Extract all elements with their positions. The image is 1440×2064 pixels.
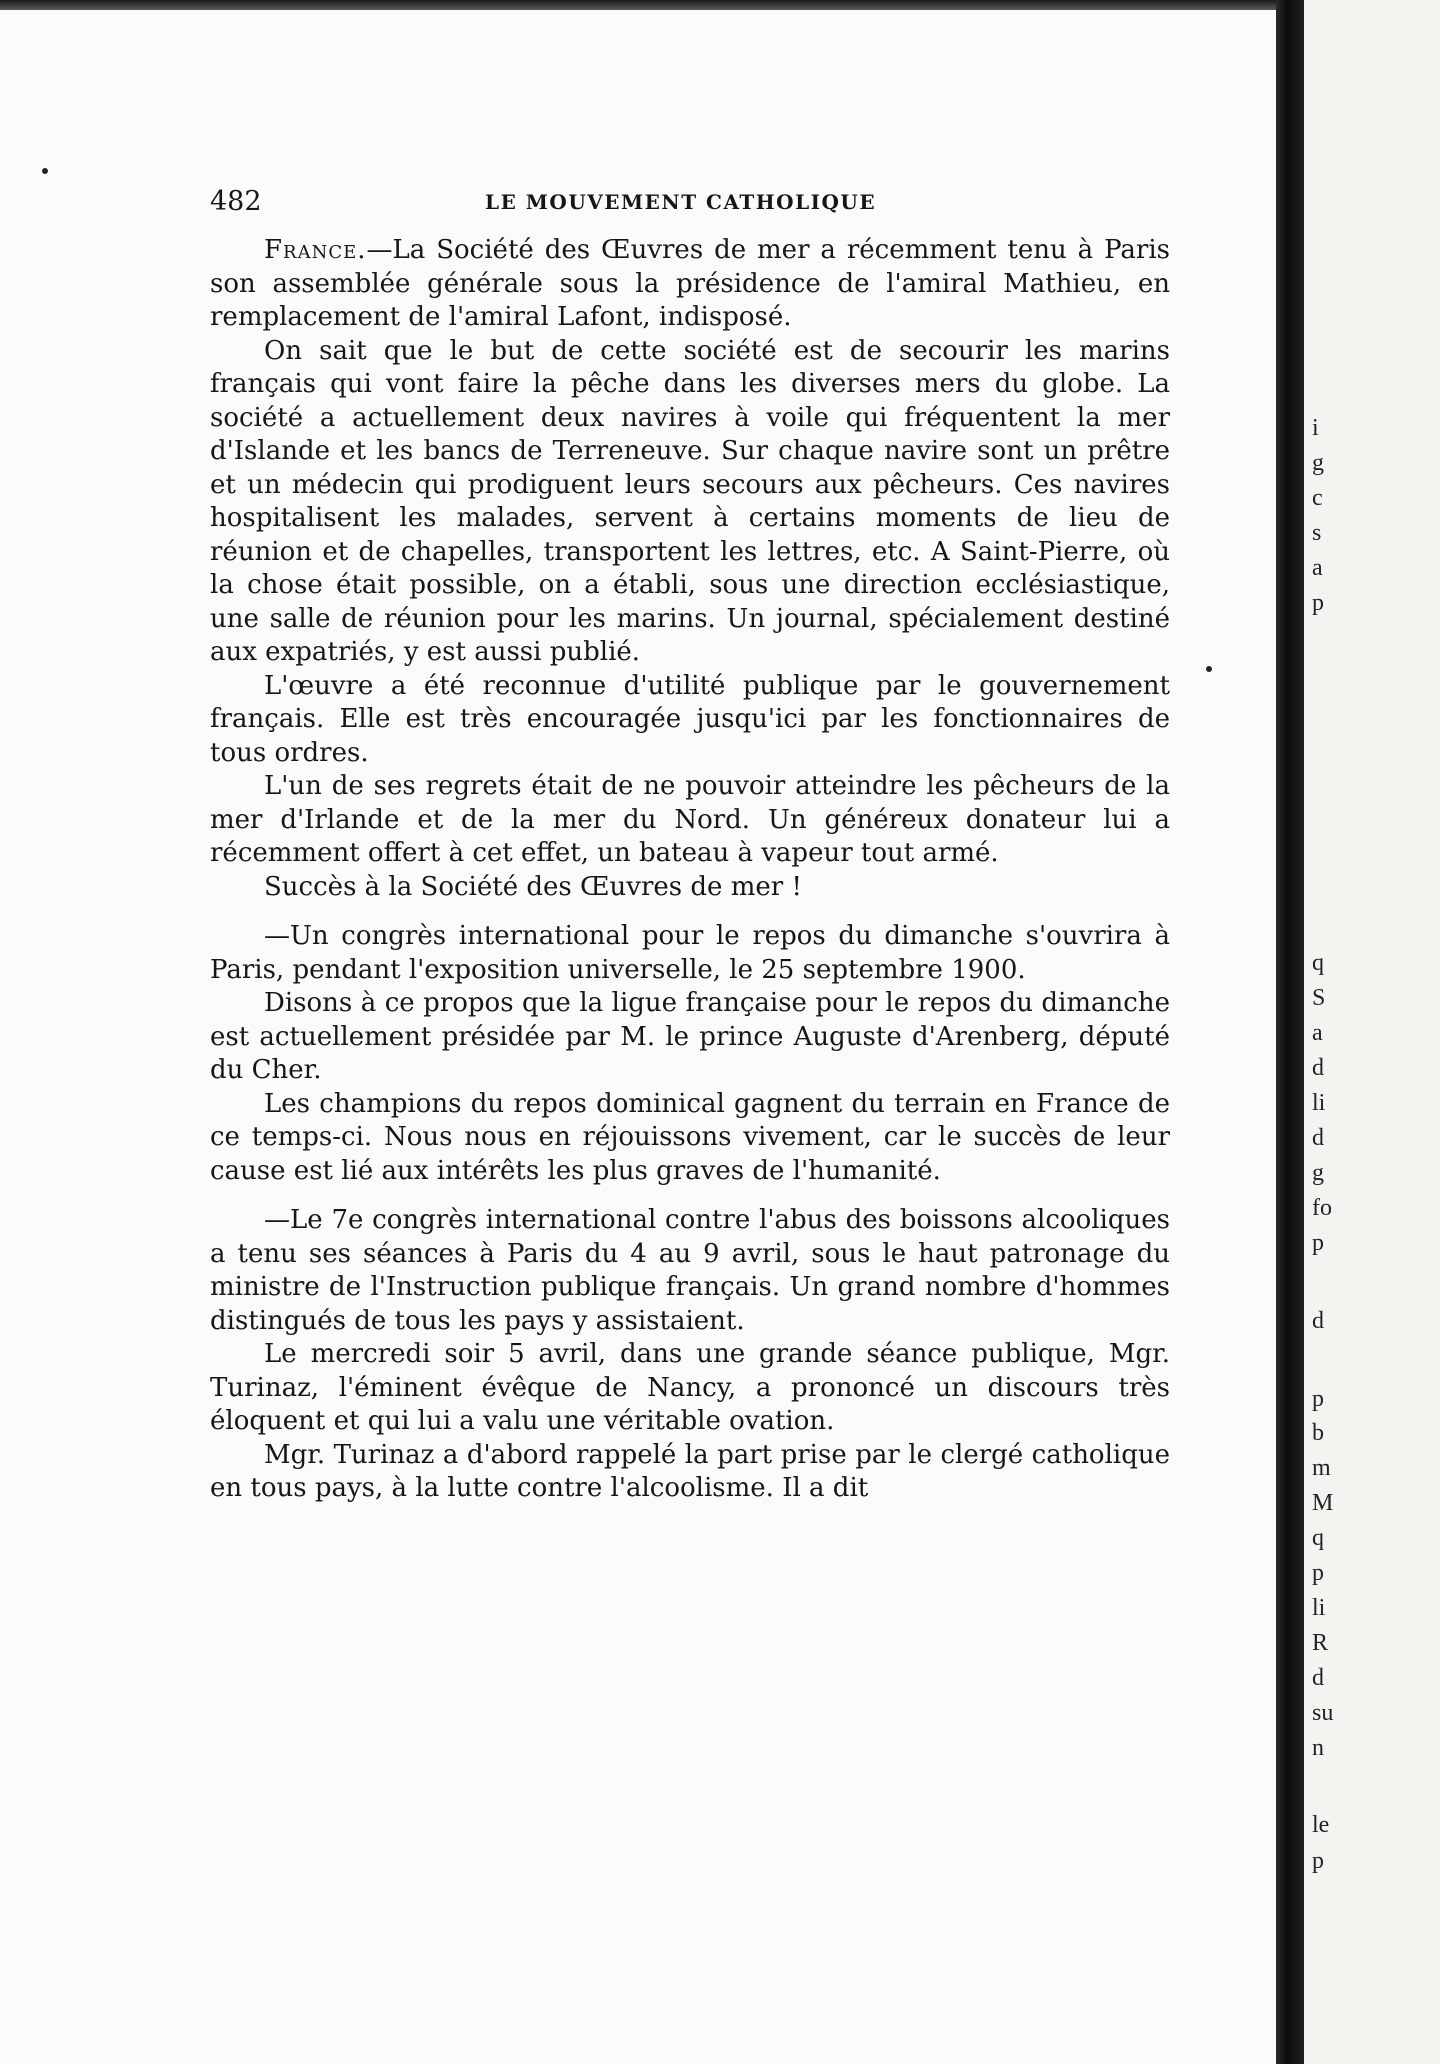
paragraph bbox=[210, 234, 1170, 335]
adjacent-page-fragment: S bbox=[1312, 985, 1326, 1011]
adjacent-page-fragment: b bbox=[1312, 1420, 1324, 1446]
paragraph-text: L'un de ses regrets était de ne pouvoir atteindre les pêcheurs de la mer d'Irlande et de la mer du Nord. Un généreux donateur lui a récemment offert à cet effet, un bateau à vapeur tout armé. bbox=[210, 771, 1170, 868]
paragraph bbox=[210, 871, 1170, 905]
paragraph bbox=[210, 920, 1170, 987]
paragraph bbox=[210, 335, 1170, 670]
running-title: LE MOUVEMENT CATHOLIQUE bbox=[485, 190, 877, 214]
paragraph-lead: France. bbox=[264, 235, 367, 265]
adjacent-page-fragment: q bbox=[1312, 950, 1324, 976]
adjacent-page-fragment: p bbox=[1312, 1560, 1324, 1586]
paragraph-text: —La Société des Œuvres de mer a récemment tenu à Paris son assemblée générale sous la présidence de l'amiral Mathieu, en remplacement de l'amiral Lafont, indisposé. bbox=[210, 235, 1170, 332]
adjacent-page-fragment: le bbox=[1312, 1812, 1330, 1838]
paragraph bbox=[210, 1088, 1170, 1189]
scan-speck bbox=[1206, 666, 1212, 672]
adjacent-page-fragment: li bbox=[1312, 1595, 1326, 1621]
adjacent-page-fragment: su bbox=[1312, 1700, 1334, 1726]
adjacent-page-fragment: p bbox=[1312, 1386, 1324, 1412]
page-number: 482 bbox=[210, 186, 262, 217]
adjacent-page-fragment: q bbox=[1312, 1525, 1324, 1551]
paragraph-text: Les champions du repos dominical gagnent du terrain en France de ce temps-ci. Nous nous en réjouissons vivement, car le succès de leur cause est lié aux intérêts les plus graves de l'humanité. bbox=[210, 1088, 1170, 1186]
adjacent-page-fragment: i bbox=[1312, 415, 1319, 441]
adjacent-page-fragment: d bbox=[1312, 1125, 1324, 1151]
paragraph-text: Mgr. Turinaz a d'abord rappelé la part prise par le clergé catholique en tous pays, à la lutte contre l'alcoolisme. Il a dit bbox=[210, 1439, 1170, 1503]
adjacent-page-fragment: p bbox=[1312, 1848, 1324, 1874]
adjacent-page-fragment: d bbox=[1312, 1055, 1324, 1081]
adjacent-page-fragment: p bbox=[1312, 590, 1324, 616]
adjacent-page-fragment: a bbox=[1312, 1020, 1323, 1046]
adjacent-page-fragment: g bbox=[1312, 450, 1324, 476]
paragraph-text: L'œuvre a été reconnue d'utilité publique par le gouvernement français. Elle est très encouragée jusqu'ici par les fonctionnaires de tous ordres. bbox=[210, 670, 1170, 768]
paragraph-text: —Un congrès international pour le repos du dimanche s'ouvrira à Paris, pendant l'exposition universelle, le 25 septembre 1900. bbox=[210, 921, 1170, 985]
page-header bbox=[210, 182, 1170, 224]
adjacent-page-fragment: d bbox=[1312, 1665, 1324, 1691]
paragraph bbox=[210, 987, 1170, 1088]
adjacent-page-fragment: fo bbox=[1312, 1195, 1332, 1221]
scan-speck bbox=[42, 168, 48, 174]
adjacent-page-fragment: d bbox=[1312, 1308, 1324, 1334]
paragraph bbox=[210, 770, 1170, 871]
adjacent-page-edge bbox=[1304, 0, 1440, 2064]
paragraph bbox=[210, 1204, 1170, 1338]
paragraph-text: Disons à ce propos que la ligue française pour le repos du dimanche est actuellement présidée par M. le prince Auguste d'Arenberg, député du Cher. bbox=[210, 988, 1170, 1085]
paragraph-text: On sait que le but de cette société est de secourir les marins français qui vont faire la pêche dans les diverses mers du globe. La société a actuellement deux navires à voile qui fréquentent la mer d'Islande et les bancs de Terreneuve. Sur chaque navire sont un prêtre et un médecin qui prodiguent leurs secours aux pêcheurs. Ces navires hospitalisent les malades, servent à certains moments de lieu de réunion et de chapelles, transportent les lettres, etc. A Saint-Pierre, où la chose était possible, on a établi, sous une direction ecclésiastique, une salle de réunion pour les marins. Un journal, spécialement destiné aux expatriés, y est aussi publié. bbox=[210, 335, 1170, 667]
scan-top-edge bbox=[0, 0, 1440, 10]
paragraph bbox=[210, 1439, 1170, 1506]
book-gutter bbox=[1276, 0, 1304, 2064]
paragraph bbox=[210, 670, 1170, 771]
adjacent-page-fragment: g bbox=[1312, 1160, 1324, 1186]
adjacent-page-fragment: M bbox=[1312, 1490, 1334, 1516]
book-page bbox=[210, 182, 1170, 1506]
adjacent-page-fragment: s bbox=[1312, 520, 1322, 546]
paragraph-text: Le mercredi soir 5 avril, dans une grande séance publique, Mgr. Turinaz, l'éminent évêque de Nancy, a prononcé un discours très éloquent et qui lui a valu une véritable ovation. bbox=[210, 1339, 1170, 1436]
adjacent-page-fragment: R bbox=[1312, 1630, 1329, 1656]
adjacent-page-fragment: c bbox=[1312, 485, 1323, 511]
paragraph-text: Succès à la Société des Œuvres de mer ! bbox=[264, 871, 802, 902]
adjacent-page-fragment: p bbox=[1312, 1230, 1324, 1256]
adjacent-page-fragment: a bbox=[1312, 555, 1323, 581]
adjacent-page-fragment: m bbox=[1312, 1455, 1331, 1481]
adjacent-page-fragment: n bbox=[1312, 1735, 1324, 1761]
adjacent-page-fragment: li bbox=[1312, 1090, 1326, 1116]
paragraph bbox=[210, 1338, 1170, 1439]
page-text bbox=[210, 234, 1170, 1506]
paragraph-text: —Le 7e congrès international contre l'abus des boissons alcooliques a tenu ses séances à Paris du 4 au 9 avril, sous le haut patronage du ministre de l'Instruction publique français. Un grand nombre d'hommes distingués de tous les pays y assistaient. bbox=[210, 1205, 1170, 1336]
